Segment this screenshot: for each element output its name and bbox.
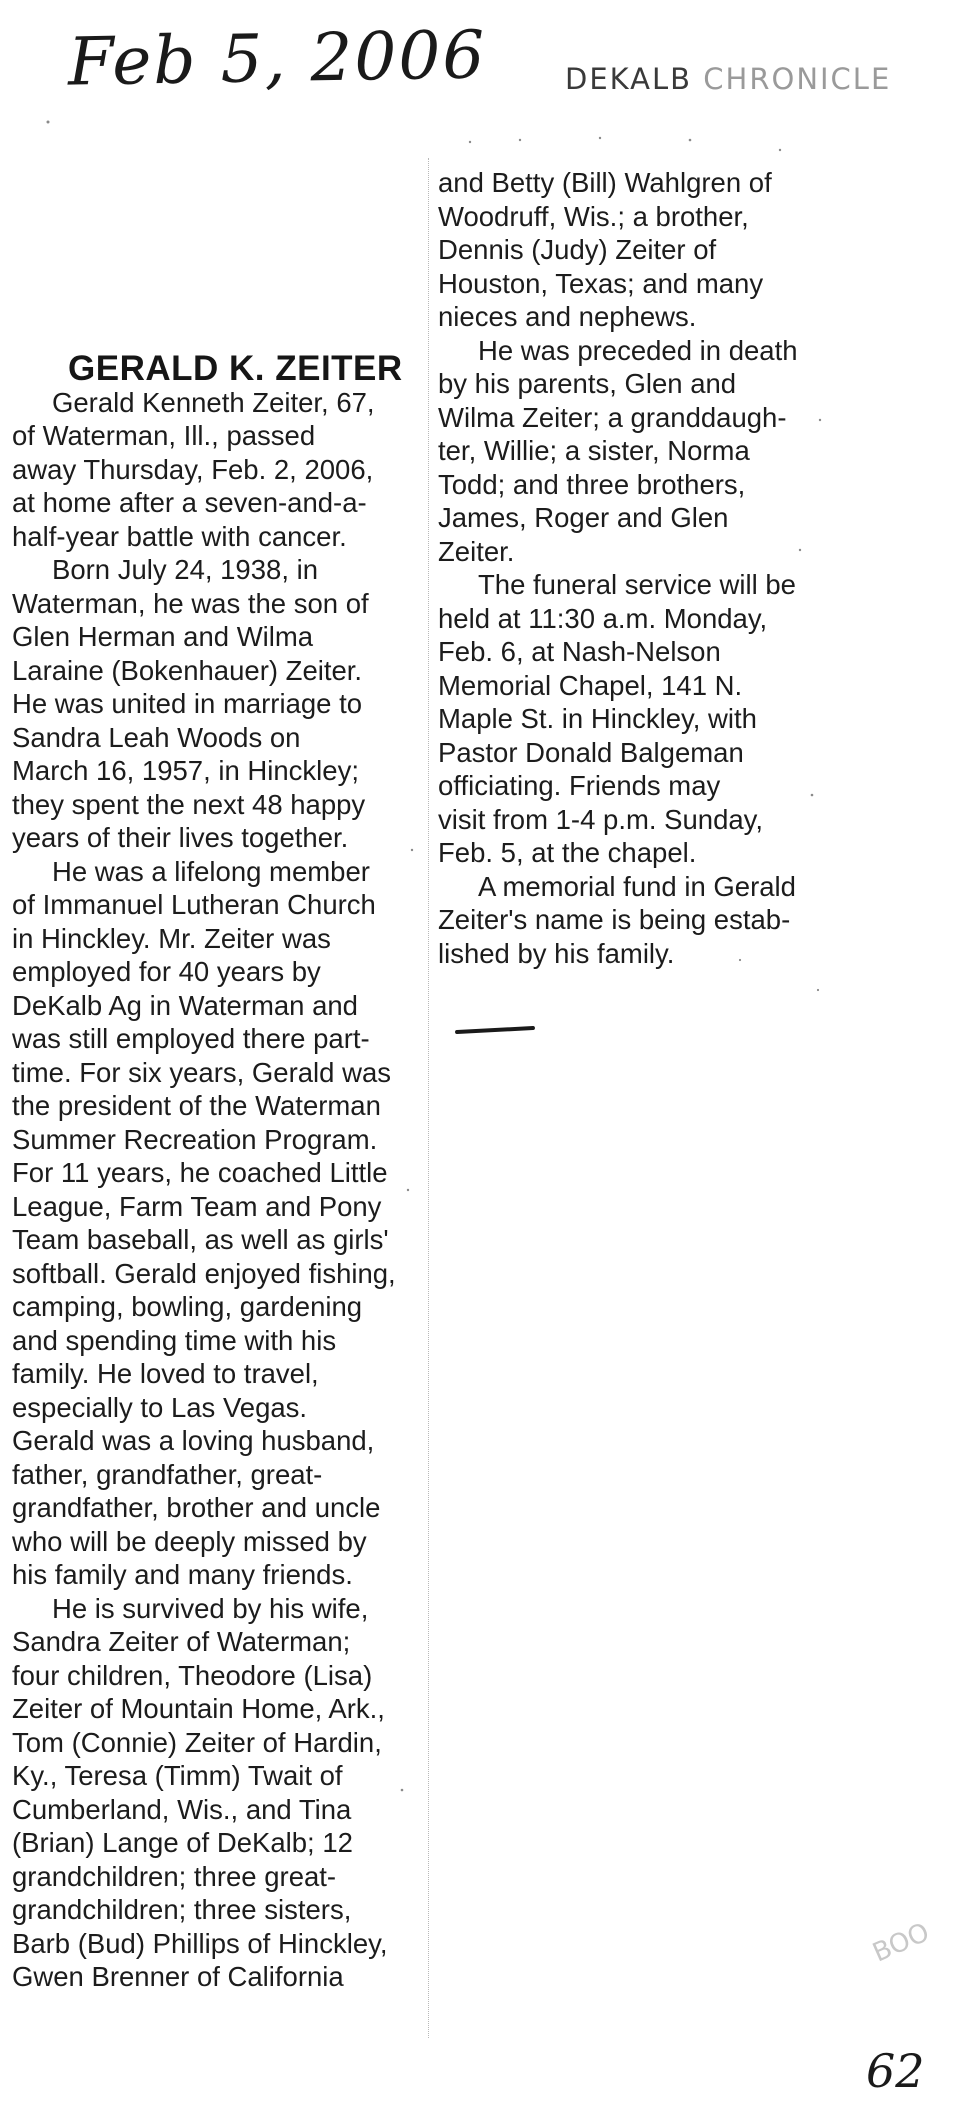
obituary-text-line: Born July 24, 1938, in [52,554,319,585]
obituary-text-line: Summer Recreation Program. [12,1123,378,1155]
obituary-text-line: Tom (Connie) Zeiter of Hardin, [12,1726,382,1758]
obituary-text-line: DeKalb Ag in Waterman and [12,989,358,1021]
publication-name-faded: CHRONICLE [703,62,892,96]
obituary-text-line: ter, Willie; a sister, Norma [438,435,750,466]
obituary-text-line: the president of the Waterman [12,1090,381,1121]
obituary-text-line: was still employed there part- [12,1023,370,1054]
obituary-text-line: Houston, Texas; and many [438,267,764,299]
handwritten-page-number: 62 [866,2044,925,2098]
obituary-text-line: Zeiter. [438,535,515,567]
obituary-text-line: away Thursday, Feb. 2, 2006, [12,453,374,485]
obituary-text-line: Sandra Leah Woods on [12,721,301,753]
obituary-text-line: four children, Theodore (Lisa) [12,1659,373,1691]
obituary-text-line: Gwen Brenner of California [12,1961,344,1992]
obituary-text-line: Feb. 5, at the chapel. [438,837,697,868]
obituary-text-line: of Waterman, Ill., passed [12,420,316,451]
obituary-text-line: Todd; and three brothers, [438,468,746,500]
obituary-text-line: League, Farm Team and Pony [12,1190,382,1222]
obituary-text-line: Laraine (Bokenhauer) Zeiter. [12,654,363,686]
obituary-text-line: Team baseball, as well as girls' [12,1224,389,1255]
obituary-text-line: Waterman, he was the son of [12,587,369,619]
obituary-text-line: especially to Las Vegas. [12,1391,308,1423]
obituary-text-line: by his parents, Glen and [438,368,737,399]
publication-name-main: DEKALB [565,62,704,96]
obituary-text-line: He was preceded in death [478,334,798,366]
obituary-text-line: and Betty (Bill) Wahlgren of [438,167,772,198]
obituary-text-line: Cumberland, Wis., and Tina [12,1793,352,1825]
obituary-text-line: at home after a seven-and-a- [12,487,367,518]
obituary-text-line: grandfather, brother and uncle [12,1492,381,1523]
obituary-text-line: who will be deeply missed by [12,1525,367,1557]
obituary-text-line: Zeiter's name is being estab- [438,904,791,935]
obituary-text-line: and spending time with his [12,1324,337,1356]
obituary-text-line: He is survived by his wife, [52,1592,369,1624]
obituary-text-line: Zeiter of Mountain Home, Ark., [12,1693,385,1724]
obituary-text-line: lished by his family. [438,937,675,969]
handwritten-date: Feb 5, 2006 [67,16,488,101]
obituary-text-line: Glen Herman and Wilma [12,621,314,652]
obituary-text-line: softball. Gerald enjoyed fishing, [12,1257,396,1289]
obituary-text-line: Wilma Zeiter; a granddaugh- [438,401,787,433]
obituary-text-line: grandchildren; three sisters, [12,1894,352,1925]
obituary-text-line: Gerald Kenneth Zeiter, 67, [52,386,375,418]
obituary-text-line: Pastor Donald Balgeman [438,736,744,768]
obituary-text-line: He was united in marriage to [12,688,363,719]
obituary-text-line: Gerald was a loving husband, [12,1425,375,1456]
faded-stamp: BOO [868,1917,934,1969]
obituary-text-line: James, Roger and Glen [438,502,729,533]
obituary-text-line: For 11 years, he coached Little [12,1157,388,1188]
obituary-text-line: Barb (Bud) Phillips of Hinckley, [12,1927,388,1959]
obituary-text-line: half-year battle with cancer. [12,520,347,552]
obituary-text-line: He was a lifelong member [52,855,370,887]
obituary-title: GERALD K. ZEITER [68,349,403,388]
obituary-text-line: grandchildren; three great- [12,1860,337,1892]
obituary-text-line: A memorial fund in Gerald [478,870,796,902]
obituary-text-line: (Brian) Lange of DeKalb; 12 [12,1827,353,1858]
obituary-text-line: employed for 40 years by [12,956,321,987]
obituary-text-line: Maple St. in Hinckley, with [438,703,757,734]
obituary-text-line: The funeral service will be [478,569,796,600]
obituary-text-line: family. He loved to travel, [12,1358,319,1389]
obituary-text-line: they spent the next 48 happy [12,788,366,820]
obituary-text-line: officiating. Friends may [438,770,721,801]
obituary-text-line: nieces and nephews. [438,301,697,332]
obituary-text-line: Woodruff, Wis.; a brother, [438,200,749,232]
obituary-text-line: Memorial Chapel, 141 N. [438,669,743,701]
obituary-text-line: Dennis (Judy) Zeiter of [438,234,717,265]
obituary-text-line: held at 11:30 a.m. Monday, [438,602,768,634]
obituary-text-line: visit from 1-4 p.m. Sunday, [438,803,764,835]
obituary-text-line: in Hinckley. Mr. Zeiter was [12,922,331,954]
obituary-text-line: of Immanuel Lutheran Church [12,889,376,920]
obituary-text-line: March 16, 1957, in Hinckley; [12,755,359,786]
obituary-text-line: camping, bowling, gardening [12,1291,363,1322]
obituary-text-line: his family and many friends. [12,1559,353,1590]
obituary-text-line: Sandra Zeiter of Waterman; [12,1626,351,1657]
obituary-text-line: Ky., Teresa (Timm) Twait of [12,1760,343,1791]
obituary-text-line: time. For six years, Gerald was [12,1056,391,1088]
obituary-text-line: years of their lives together. [12,822,349,853]
obituary-text-line: Feb. 6, at Nash-Nelson [438,636,721,667]
obituary-text-line: father, grandfather, great- [12,1458,323,1490]
